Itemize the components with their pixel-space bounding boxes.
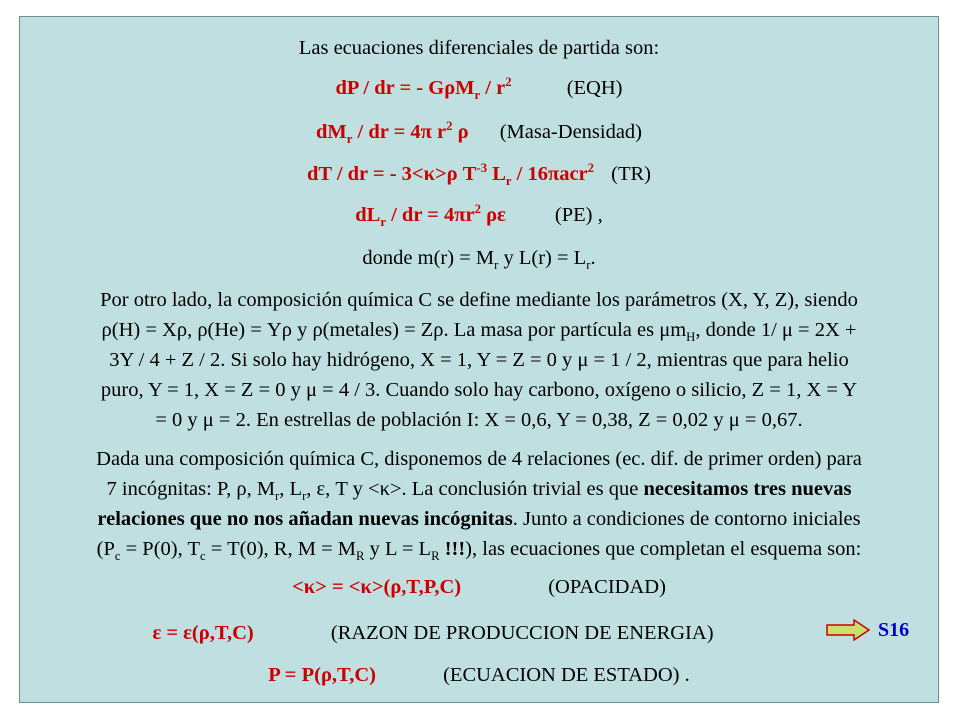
para1-line2: ρ(H) = Xρ, ρ(He) = Yρ y ρ(metales) = Zρ. La masa por partícula es $\mu m_H$, donde 1/ μ = 2X + xyxy=(101,319,857,345)
tag-eqh: (EQH) xyxy=(566,77,623,99)
para1-line5: = 0 y μ = 2. En estrellas de población I: X = 0,6, Y = 0,38, Z = 0,02 y μ = 0,67. xyxy=(155,409,803,431)
tag-energia: (RAZON DE PRODUCCION DE ENERGIA) xyxy=(330,622,714,644)
equation-pe: $dL_r$ / dr = $4\pi r^2$ ρε (PE) , xyxy=(355,202,603,230)
tag-masa-densidad: (Masa-Densidad) xyxy=(499,121,643,143)
tag-estado: (ECUACION DE ESTADO) . xyxy=(443,664,690,686)
para2-line1: Dada una composición química C, disponemos de 4 relaciones (ec. dif. de primer orden) para xyxy=(96,448,862,470)
para2-line4: ($P_c = P(0)$, $T_c = T(0)$, R, $M = M_R$ y $L = L_R$ !!!), las ecuaciones que completan el esquema son: xyxy=(96,538,862,564)
equation-tr: dT / dr = - 3<κ>ρ $T^{-3}$ $L_r / 16\pi acr^2$ (TR) xyxy=(307,161,651,189)
tag-pe: (PE) , xyxy=(554,204,603,226)
para1-line1: Por otro lado, la composición química C se define mediante los parámetros (X, Y, Z), siendo xyxy=(100,289,858,311)
tag-tr: (TR) xyxy=(611,163,651,185)
slide-panel xyxy=(19,16,939,703)
equation-eqh: dP / dr = - $G\rho M_r / r^2$ (EQH) xyxy=(335,75,623,103)
para2-line2: 7 incógnitas: P, ρ, $M_r$, $L_r$, ε, T y <κ>. La conclusión trivial es que necesitamos tres nuevas xyxy=(106,478,852,504)
equation-epsilon: ε = ε(ρ,T,C) (RAZON DE PRODUCCION DE ENERGIA) xyxy=(152,622,714,644)
intro-text: Las ecuaciones diferenciales de partida son: xyxy=(298,37,660,59)
equation-opacidad: <κ> = <κ>(ρ,T,P,C) (OPACIDAD) xyxy=(292,576,666,598)
tag-opacidad: (OPACIDAD) xyxy=(548,576,666,598)
para1-line3: 3Y / 4 + Z / 2. Si solo hay hidrógeno, X = 1, Y = Z = 0 y μ = 1 / 2, mientras que para helio xyxy=(109,349,849,371)
para2-line3: relaciones que no nos añadan nuevas incógnitas. Junto a condiciones de contorno iniciales xyxy=(97,508,861,530)
s16-link[interactable]: S16 xyxy=(878,619,910,641)
equation-estado: P = P(ρ,T,C) (ECUACION DE ESTADO) . xyxy=(268,664,690,686)
donde-text: donde $m(r) = M_r$ y $L(r) = L_r$. xyxy=(362,247,596,273)
para1-line4: puro, Y = 1, X = Z = 0 y μ = 4 / 3. Cuando solo hay carbono, oxígeno o silicio, Z = 1, X = Y xyxy=(100,379,858,401)
right-arrow-icon[interactable] xyxy=(826,619,870,641)
equation-masa-densidad: $dM_r$ / dr = 4π $r^2$ ρ (Masa-Densidad) xyxy=(315,119,643,147)
